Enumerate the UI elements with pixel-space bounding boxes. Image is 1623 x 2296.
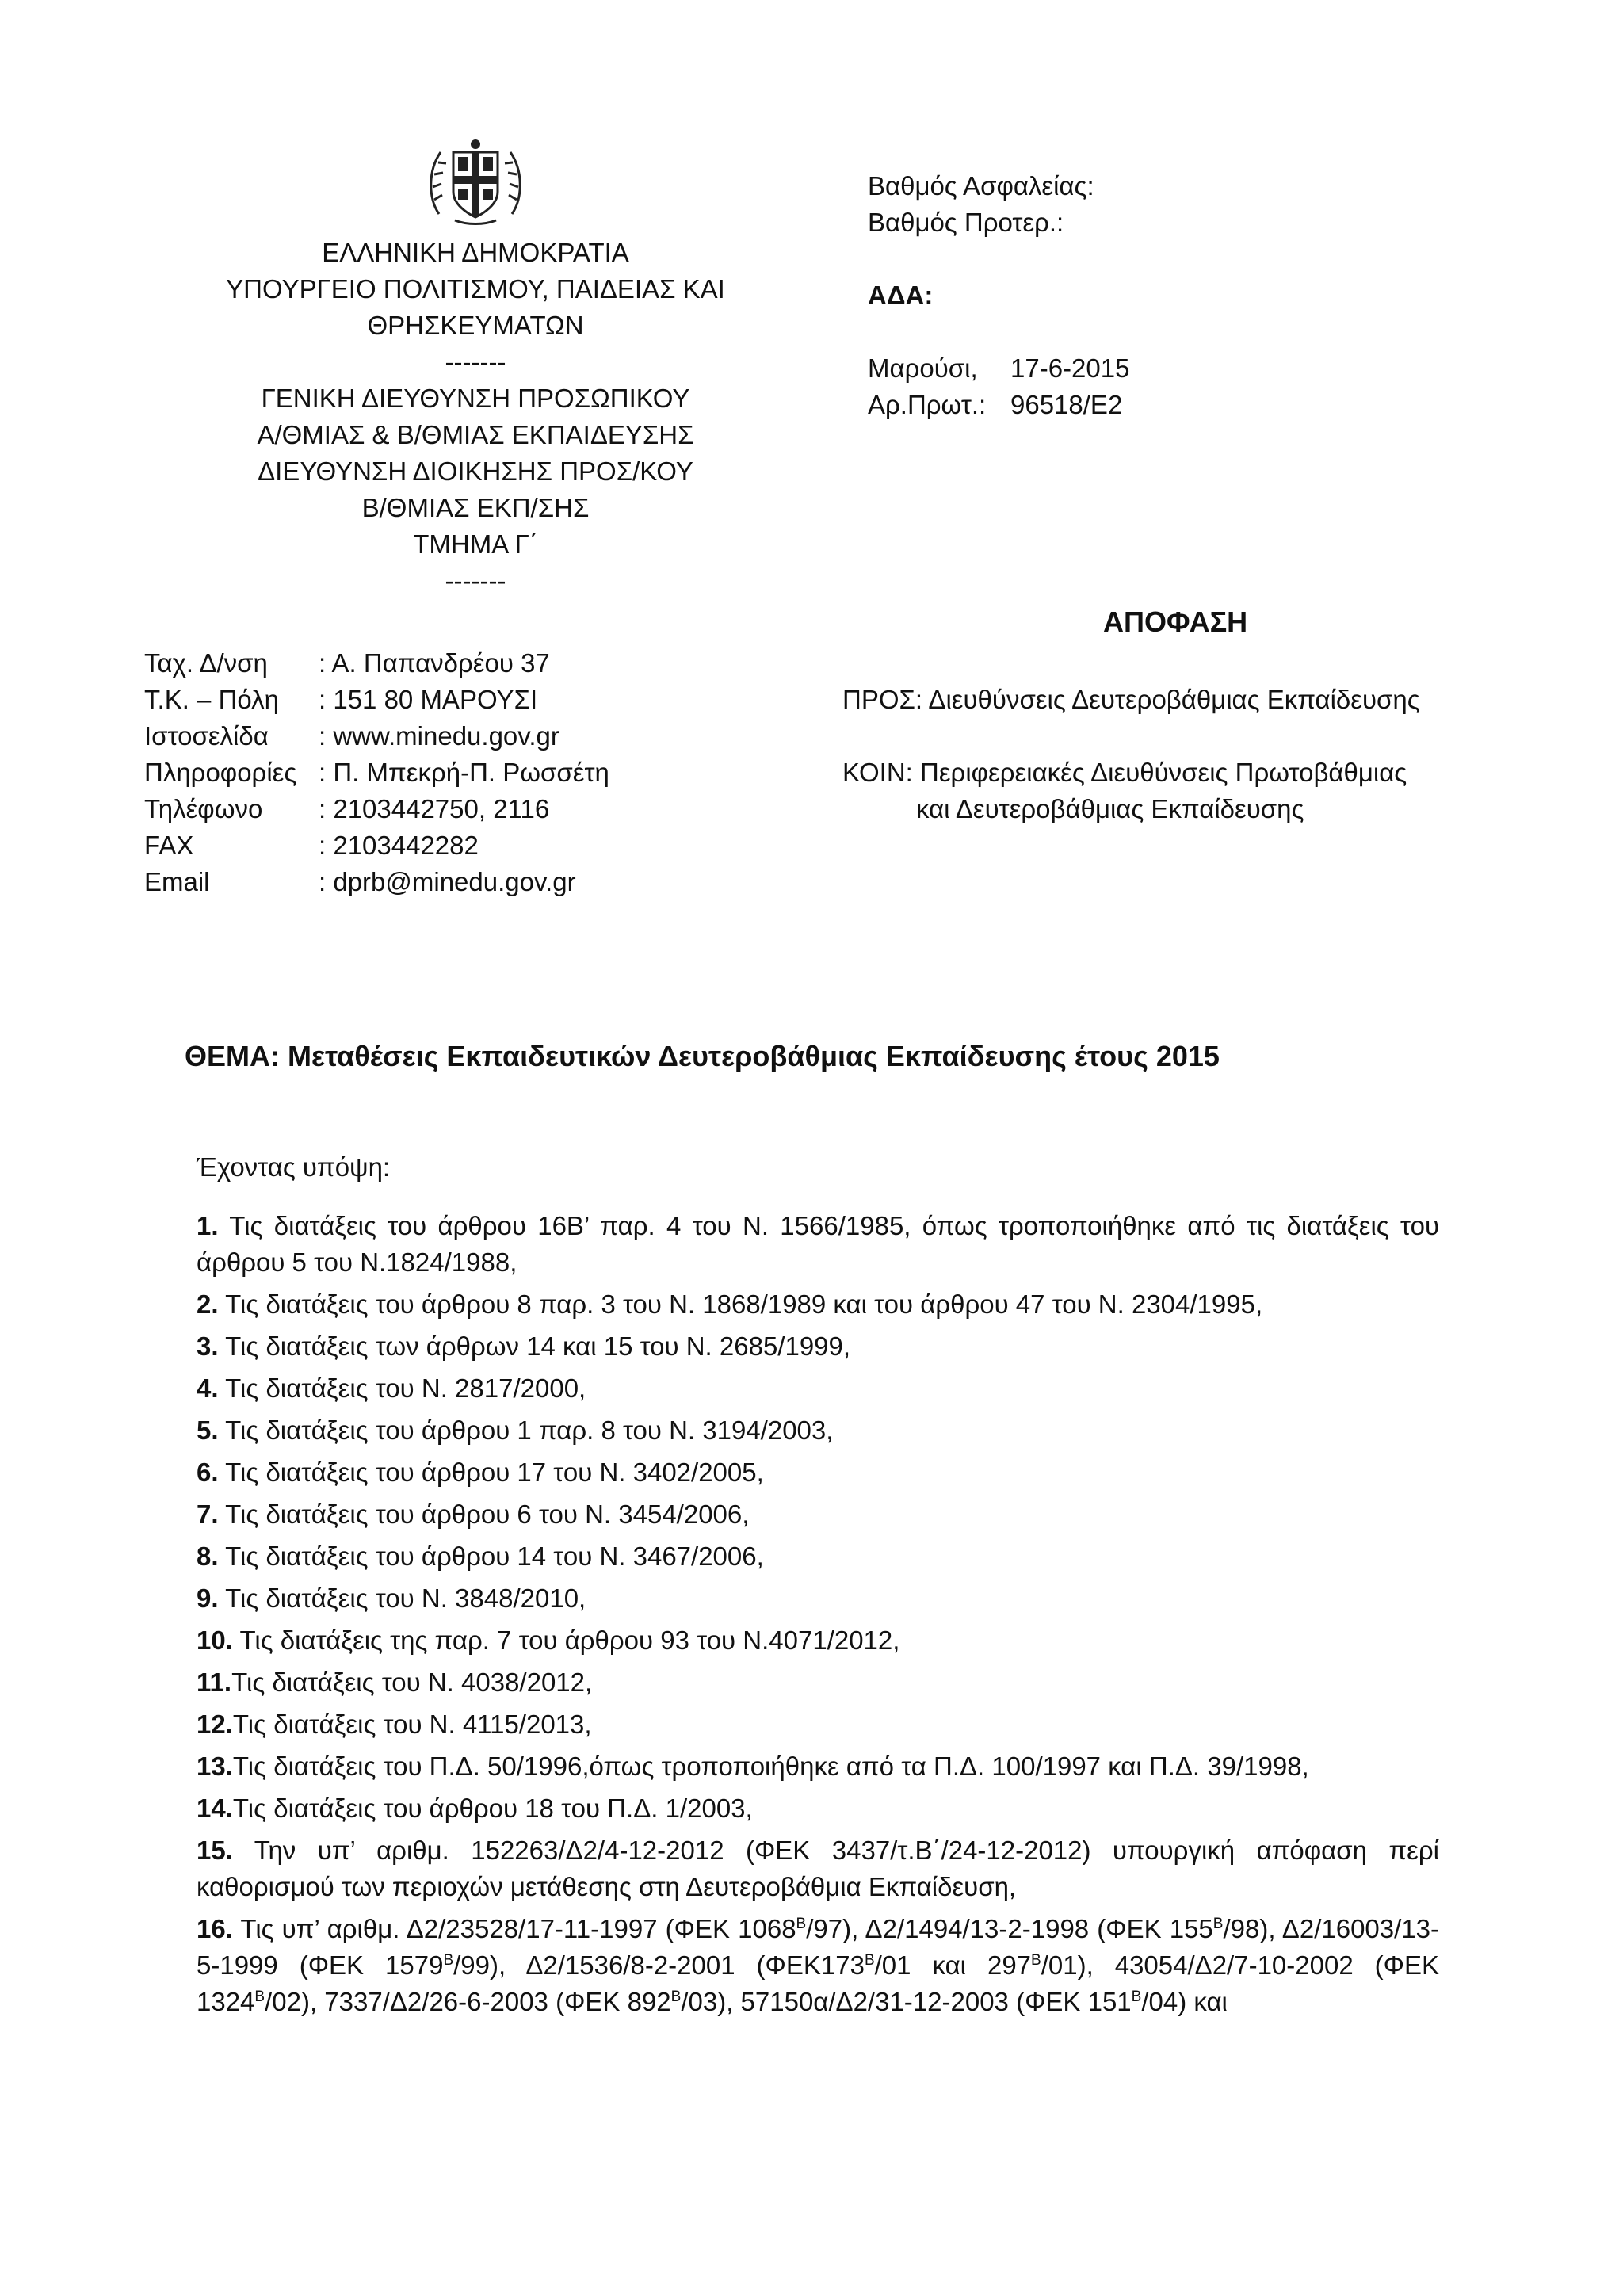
document-body bbox=[197, 1149, 1439, 2026]
item-text-segment: /01 και 297 bbox=[874, 1950, 1032, 1980]
recipient-to: ΠΡΟΣ: Διευθύνσεις Δευτεροβάθμιας Εκπαίδευσης bbox=[842, 685, 1420, 714]
email-value: : dprb@minedu.gov.gr bbox=[319, 867, 576, 896]
item-number: 14. bbox=[197, 1794, 233, 1823]
item-text: Τις διατάξεις του άρθρου 8 παρ. 3 του Ν. 1868/1989 και του άρθρου 47 του Ν. 2304/1995, bbox=[218, 1289, 1263, 1319]
contact-label: Ιστοσελίδα bbox=[144, 721, 269, 751]
list-item bbox=[197, 1832, 1439, 1905]
superscript-b: Β bbox=[864, 1952, 875, 1969]
item-text: Τις διατάξεις του Ν. 4115/2013, bbox=[232, 1710, 592, 1739]
item-text-segment: /97), Δ2/1494/13-2-1998 (ΦΕΚ 155 bbox=[806, 1914, 1213, 1943]
issuer-header bbox=[198, 135, 753, 599]
phone-value: : 2103442750, 2116 bbox=[319, 794, 550, 823]
contact-row bbox=[144, 718, 609, 755]
superscript-b: Β bbox=[1131, 1988, 1142, 2005]
contact-value: : Α. Παπανδρέου 37 bbox=[319, 648, 550, 678]
list-item bbox=[197, 1664, 1439, 1701]
ada-label: ΑΔΑ: bbox=[868, 281, 934, 310]
contact-label: Email bbox=[144, 867, 210, 896]
list-item bbox=[197, 1328, 1439, 1365]
superscript-b: Β bbox=[1031, 1952, 1041, 1969]
priority-level-label: Βαθμός Προτερ.: bbox=[868, 208, 1064, 237]
item-number: 3. bbox=[197, 1331, 219, 1361]
item-number: 12. bbox=[197, 1710, 233, 1739]
contact-label: FAX bbox=[144, 831, 194, 860]
item-text: Τις διατάξεις του άρθρου 18 του Π.Δ. 1/2003, bbox=[232, 1794, 753, 1823]
document-date: 17-6-2015 bbox=[1010, 353, 1130, 383]
contact-row bbox=[144, 791, 609, 827]
contact-row bbox=[144, 827, 609, 864]
protocol-row bbox=[868, 387, 1129, 423]
superscript-b: Β bbox=[670, 1988, 682, 2005]
fax-value: : 2103442282 bbox=[319, 831, 479, 860]
item-number: 8. bbox=[197, 1541, 219, 1571]
item-text: Τις διατάξεις του άρθρου 16Β’ παρ. 4 του Ν. 1566/1985, όπως τροποποιήθηκε από τις διατάξεις του άρθρου 5 του Ν.1824/1988, bbox=[197, 1211, 1439, 1277]
recipient-cc-line1: ΚΟΙΝ: Περιφερειακές Διευθύνσεις Πρωτοβάθμιας bbox=[842, 758, 1407, 787]
item-text: Τις διατάξεις της παρ. 7 του άρθρου 93 του Ν.4071/2012, bbox=[232, 1626, 900, 1655]
list-item bbox=[197, 1538, 1439, 1575]
header-line-directorate: ΔΙΕΥΘΥΝΣΗ ΔΙΟΙΚΗΣΗΣ ΠΡΟΣ/ΚΟΥ bbox=[258, 457, 693, 486]
item-number: 15. bbox=[197, 1836, 233, 1865]
contact-label: Τηλέφωνο bbox=[144, 794, 263, 823]
item-text-segment: /04) και bbox=[1141, 1987, 1228, 2016]
item-number: 13. bbox=[197, 1752, 233, 1781]
list-item bbox=[197, 1208, 1439, 1281]
list-item bbox=[197, 1580, 1439, 1617]
item-text-segment: /98), Δ2/16003/13-5-1999 (ΦΕΚ 1579 bbox=[197, 1914, 1439, 1980]
header-line-education-levels: Α/ΘΜΙΑΣ & Β/ΘΜΙΑΣ ΕΚΠΑΙΔΕΥΣΗΣ bbox=[257, 420, 694, 449]
header-line-secondary: Β/ΘΜΙΑΣ ΕΚΠ/ΣΗΣ bbox=[361, 493, 590, 522]
item-text: Τις διατάξεις των άρθρων 14 και 15 του Ν. 2685/1999, bbox=[218, 1331, 851, 1361]
document-metadata bbox=[868, 168, 1129, 423]
list-item bbox=[197, 1370, 1439, 1407]
protocol-number: 96518/Ε2 bbox=[1010, 390, 1123, 419]
item-text: Τις διατάξεις του Ν. 2817/2000, bbox=[218, 1373, 586, 1403]
item-text: Την υπ’ αριθμ. 152263/Δ2/4-12-2012 (ΦΕΚ 3437/τ.Β΄/24-12-2012) υπουργική απόφαση περί καθορισμού των περιοχών μετάθεσης στη Δευτεροβάθμια Εκπαίδευση, bbox=[197, 1836, 1439, 1901]
contact-value: : 151 80 ΜΑΡΟΥΣΙ bbox=[319, 685, 538, 714]
superscript-b: Β bbox=[443, 1952, 454, 1969]
list-item bbox=[197, 1748, 1439, 1785]
header-line-directorate-general: ΓΕΝΙΚΗ ΔΙΕΥΘΥΝΣΗ ΠΡΟΣΩΠΙΚΟΥ bbox=[261, 384, 690, 413]
contact-label: Πληροφορίες bbox=[144, 758, 297, 787]
item-text-segment: /02), 7337/Δ2/26-6-2003 (ΦΕΚ 892 bbox=[265, 1987, 671, 2016]
greek-coat-of-arms-icon bbox=[423, 135, 528, 230]
contact-value: : Π. Μπεκρή-Π. Ρωσσέτη bbox=[319, 758, 609, 787]
item-text: Τις διατάξεις του άρθρου 17 του Ν. 3402/2005, bbox=[218, 1457, 764, 1487]
contact-row bbox=[144, 645, 609, 682]
header-line-country: ΕΛΛΗΝΙΚΗ ΔΗΜΟΚΡΑΤΙΑ bbox=[322, 238, 629, 267]
security-level-label: Βαθμός Ασφαλείας: bbox=[868, 171, 1094, 201]
list-item bbox=[197, 1496, 1439, 1533]
item-number: 11. bbox=[197, 1668, 232, 1697]
list-item bbox=[197, 1911, 1439, 2020]
item-number: 4. bbox=[197, 1373, 219, 1403]
header-divider: ------- bbox=[445, 566, 506, 595]
item-text-segment: /99), Δ2/1536/8-2-2001 (ΦΕΚ173 bbox=[453, 1950, 865, 1980]
item-text-segment: Τις υπ’ αριθμ. Δ2/23528/17-11-1997 (ΦΕΚ 1068 bbox=[232, 1914, 796, 1943]
subject-line: ΘΕΜΑ: Μεταθέσεις Εκπαιδευτικών Δευτεροβάθμιας Εκπαίδευσης έτους 2015 bbox=[185, 1040, 1220, 1072]
item-text: Τις διατάξεις του άρθρου 14 του Ν. 3467/2006, bbox=[218, 1541, 764, 1571]
item-number: 6. bbox=[197, 1457, 219, 1487]
item-number: 9. bbox=[197, 1584, 219, 1613]
recipient-cc-line2: και Δευτεροβάθμιας Εκπαίδευσης bbox=[916, 794, 1304, 823]
website-value: : www.minedu.gov.gr bbox=[319, 721, 559, 751]
list-item bbox=[197, 1622, 1439, 1659]
place-date-row bbox=[868, 350, 1129, 387]
superscript-b: Β bbox=[1212, 1916, 1224, 1932]
item-text: Τις διατάξεις του άρθρου 6 του Ν. 3454/2006, bbox=[218, 1499, 750, 1529]
item-text: Τις διατάξεις του Ν. 4038/2012, bbox=[231, 1668, 593, 1697]
item-text: Τις διατάξεις του Ν. 3848/2010, bbox=[218, 1584, 586, 1613]
header-line-ministry-2: ΘΡΗΣΚΕΥΜΑΤΩΝ bbox=[367, 311, 584, 340]
item-number: 5. bbox=[197, 1415, 219, 1445]
superscript-b: Β bbox=[254, 1988, 265, 2005]
superscript-b: Β bbox=[796, 1916, 807, 1932]
list-item bbox=[197, 1412, 1439, 1449]
protocol-label: Αρ.Πρωτ.: bbox=[868, 390, 987, 419]
item-text: Τις διατάξεις του Π.Δ. 50/1996,όπως τροποποιήθηκε από τα Π.Δ. 100/1997 και Π.Δ. 39/1998, bbox=[232, 1752, 1309, 1781]
item-number: 16. bbox=[197, 1914, 233, 1943]
header-line-ministry-1: ΥΠΟΥΡΓΕΙΟ ΠΟΛΙΤΙΣΜΟΥ, ΠΑΙΔΕΙΑΣ ΚΑΙ bbox=[226, 274, 725, 304]
list-item bbox=[197, 1454, 1439, 1491]
contact-row bbox=[144, 682, 609, 718]
list-item bbox=[197, 1706, 1439, 1743]
list-item bbox=[197, 1790, 1439, 1827]
contact-row bbox=[144, 864, 609, 900]
item-number: 10. bbox=[197, 1626, 233, 1655]
list-item bbox=[197, 1286, 1439, 1323]
item-text: Τις διατάξεις του άρθρου 1 παρ. 8 του Ν. 3194/2003, bbox=[218, 1415, 834, 1445]
item-number: 1. bbox=[197, 1211, 219, 1240]
place-label: Μαρούσι, bbox=[868, 353, 978, 383]
item-text-segment: /03), 57150α/Δ2/31-12-2003 (ΦΕΚ 151 bbox=[681, 1987, 1132, 2016]
item-number: 2. bbox=[197, 1289, 219, 1319]
contact-row bbox=[144, 755, 609, 791]
header-line-department: ΤΜΗΜΑ Γ΄ bbox=[413, 529, 538, 559]
contact-label: Τ.Κ. – Πόλη bbox=[144, 685, 279, 714]
item-text-segment: /01), 43054/Δ2/7-10-2002 (ΦΕΚ 1324 bbox=[197, 1950, 1439, 2016]
decision-title: ΑΠΟΦΑΣΗ bbox=[1103, 606, 1248, 638]
recipients bbox=[842, 682, 1420, 827]
body-intro: Έχοντας υπόψη: bbox=[197, 1152, 391, 1182]
contact-info bbox=[144, 645, 609, 900]
contact-label: Ταχ. Δ/νση bbox=[144, 648, 268, 678]
header-divider: ------- bbox=[445, 347, 506, 376]
item-number: 7. bbox=[197, 1499, 219, 1529]
